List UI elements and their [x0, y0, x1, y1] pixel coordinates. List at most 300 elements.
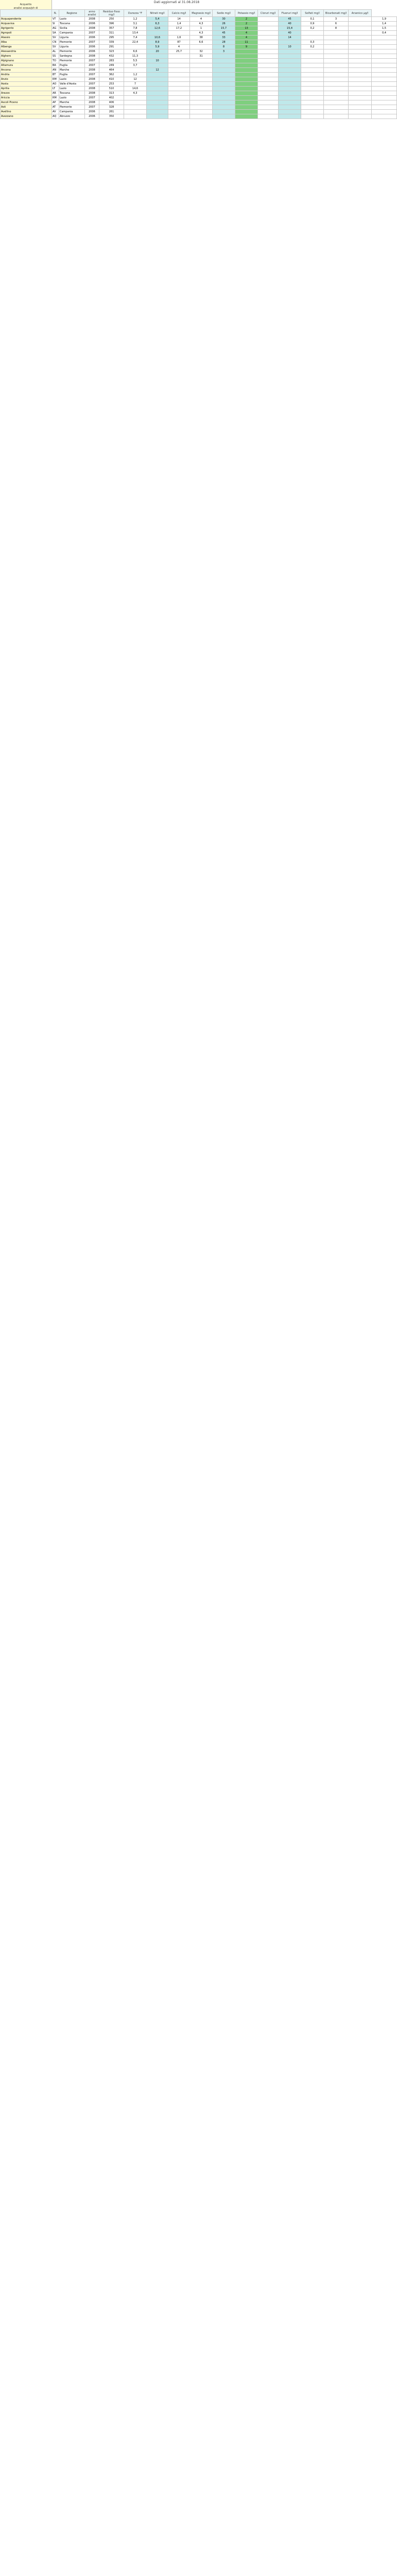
table-cell: [324, 54, 349, 59]
table-cell: [190, 45, 213, 49]
table-cell: [235, 63, 258, 68]
table-cell: [213, 68, 235, 73]
table-cell: 362: [99, 73, 124, 77]
table-cell: [349, 31, 372, 36]
table-cell: AO: [52, 82, 59, 87]
table-cell: 2006: [85, 36, 99, 40]
table-cell: 311: [99, 31, 124, 36]
table-cell: [324, 31, 349, 36]
table-cell: [301, 54, 324, 59]
table-cell: 253: [99, 82, 124, 87]
table-cell: [235, 110, 258, 114]
table-cell: 32: [190, 49, 213, 54]
table-cell: [372, 59, 397, 63]
table-cell: VT: [52, 17, 59, 22]
table-cell: [324, 40, 349, 45]
table-cell: Piemonte: [59, 105, 85, 110]
table-cell: 249: [99, 63, 124, 68]
col-header-14: Arsenico µg/l: [349, 10, 372, 17]
table-cell: CN: [52, 40, 59, 45]
table-cell: [168, 100, 190, 105]
table-cell: [301, 91, 324, 96]
cell-comune[interactable]: Acquapendente: [1, 17, 52, 22]
table-cell: 17,2: [168, 26, 190, 31]
table-row[interactable]: [1, 91, 397, 96]
cell-comune[interactable]: Aprilia: [1, 87, 52, 91]
table-cell: 2008: [85, 91, 99, 96]
table-cell: Puglia: [59, 73, 85, 77]
table-cell: 15,4: [279, 26, 301, 31]
table-cell: [349, 87, 372, 91]
table-cell: 6,3: [147, 22, 168, 26]
table-row[interactable]: [1, 45, 397, 49]
table-cell: 291: [99, 45, 124, 49]
table-cell: [279, 100, 301, 105]
table-cell: 0,3: [301, 40, 324, 45]
cell-comune[interactable]: Ascoli Piceno: [1, 100, 52, 105]
table-cell: [147, 63, 168, 68]
table-cell: [213, 100, 235, 105]
table-cell: 33: [213, 36, 235, 40]
table-cell: 402: [99, 96, 124, 100]
table-cell: 2007: [85, 40, 99, 45]
table-cell: [324, 100, 349, 105]
table-row[interactable]: [1, 36, 397, 40]
table-cell: [168, 105, 190, 110]
table-cell: AR: [52, 91, 59, 96]
table-cell: Puglia: [59, 63, 85, 68]
table-cell: 10,6: [147, 36, 168, 40]
table-row[interactable]: [1, 73, 397, 77]
table-cell: [324, 45, 349, 49]
table-cell: [258, 114, 279, 119]
cell-comune[interactable]: Andria: [1, 73, 52, 77]
table-cell: Campania: [59, 110, 85, 114]
table-cell: [349, 26, 372, 31]
table-cell: [147, 77, 168, 82]
cell-comune[interactable]: Ancona: [1, 68, 52, 73]
table-cell: Liguria: [59, 36, 85, 40]
table-cell: [168, 114, 190, 119]
cell-comune[interactable]: Albenga: [1, 45, 52, 49]
table-cell: [349, 91, 372, 96]
table-cell: 2006: [85, 49, 99, 54]
table-body: [1, 17, 397, 119]
table-cell: [190, 73, 213, 77]
table-cell: 14: [279, 36, 301, 40]
table-cell: 0,2: [301, 45, 324, 49]
table-cell: [372, 91, 397, 96]
table-cell: [372, 45, 397, 49]
table-cell: [372, 40, 397, 45]
col-header-0: N.: [52, 10, 59, 17]
table-cell: [235, 91, 258, 96]
table-cell: [349, 59, 372, 63]
table-cell: [324, 49, 349, 54]
header-line-1: Acqueitis: [20, 3, 32, 6]
table-cell: 5,5: [124, 59, 147, 63]
table-cell: [258, 110, 279, 114]
table-cell: 22,4: [124, 40, 147, 45]
table-cell: AN: [52, 68, 59, 73]
table-cell: [190, 110, 213, 114]
table-cell: 250: [99, 17, 124, 22]
table-cell: [372, 110, 397, 114]
table-cell: 2007: [85, 73, 99, 77]
table-cell: [324, 59, 349, 63]
cell-comune[interactable]: Ariccia: [1, 96, 52, 100]
table-cell: [372, 77, 397, 82]
col-header-3: Residuo fisso mg/l: [99, 10, 124, 17]
table-cell: [258, 59, 279, 63]
table-cell: [147, 31, 168, 36]
table-cell: 40: [279, 31, 301, 36]
table-row[interactable]: [1, 100, 397, 105]
table-cell: 28: [213, 40, 235, 45]
table-cell: 4,3: [124, 91, 147, 96]
table-cell: [349, 73, 372, 77]
col-header-6: Calcio mg/l: [168, 10, 190, 17]
cell-comune[interactable]: Arezzo: [1, 91, 52, 96]
table-cell: [372, 54, 397, 59]
cell-comune[interactable]: Asti: [1, 105, 52, 110]
table-cell: Lazio: [59, 17, 85, 22]
table-cell: [324, 91, 349, 96]
cell-comune[interactable]: Aosta: [1, 82, 52, 87]
cell-comune[interactable]: Agrigento: [1, 26, 52, 31]
table-cell: 9: [235, 45, 258, 49]
table-cell: [372, 63, 397, 68]
table-row[interactable]: [1, 87, 397, 91]
cell-comune[interactable]: Alassio: [1, 36, 52, 40]
table-row[interactable]: [1, 40, 397, 45]
table-row[interactable]: [1, 22, 397, 26]
table-cell: [349, 77, 372, 82]
table-cell: [349, 36, 372, 40]
table-row[interactable]: [1, 96, 397, 100]
table-cell: 13: [235, 26, 258, 31]
table-row[interactable]: [1, 26, 397, 31]
table-row[interactable]: [1, 114, 397, 119]
table-cell: [324, 82, 349, 87]
table-cell: [168, 59, 190, 63]
cell-comune[interactable]: Alpignano: [1, 59, 52, 63]
table-cell: 2: [235, 22, 258, 26]
table-cell: Liguria: [59, 45, 85, 49]
table-cell: [213, 96, 235, 100]
table-cell: [258, 45, 279, 49]
table-cell: Lazio: [59, 96, 85, 100]
table-cell: [258, 96, 279, 100]
table-cell: [213, 82, 235, 87]
table-cell: [168, 96, 190, 100]
table-cell: 10: [279, 45, 301, 49]
table-cell: 45: [279, 17, 301, 22]
table-cell: 0,1: [301, 17, 324, 22]
table-cell: [190, 96, 213, 100]
table-cell: [349, 96, 372, 100]
table-cell: 7,8: [124, 26, 147, 31]
table-cell: 87: [168, 40, 190, 45]
table-cell: [235, 77, 258, 82]
cell-comune[interactable]: Avezzano: [1, 114, 52, 119]
table-cell: [258, 36, 279, 40]
cell-comune[interactable]: Alghero: [1, 54, 52, 59]
table-cell: 5,4: [147, 17, 168, 22]
table-cell: 26: [213, 22, 235, 26]
table-cell: [349, 100, 372, 105]
table-cell: 12,6: [147, 26, 168, 31]
table-cell: [124, 110, 147, 114]
table-cell: 313: [99, 91, 124, 96]
table-cell: 3,7: [124, 63, 147, 68]
table-cell: 45: [213, 31, 235, 36]
table-cell: AG: [52, 26, 59, 31]
table-cell: 30: [213, 17, 235, 22]
table-cell: 2: [235, 17, 258, 22]
water-analysis-table: [0, 9, 397, 119]
table-cell: 8: [324, 26, 349, 31]
table-cell: 15,7: [213, 26, 235, 31]
table-cell: [213, 54, 235, 59]
cell-comune[interactable]: Acquaviva: [1, 22, 52, 26]
table-cell: [168, 31, 190, 36]
table-cell: [235, 100, 258, 105]
table-cell: [235, 49, 258, 54]
table-cell: 7,4: [124, 36, 147, 40]
cell-comune[interactable]: Agropoli: [1, 31, 52, 36]
table-cell: [301, 77, 324, 82]
table-cell: SA: [52, 31, 59, 36]
table-row[interactable]: [1, 63, 397, 68]
table-cell: [235, 54, 258, 59]
table-cell: [279, 63, 301, 68]
table-cell: LT: [52, 87, 59, 91]
table-cell: [235, 59, 258, 63]
table-cell: 0,9: [301, 22, 324, 26]
table-row[interactable]: [1, 17, 397, 22]
table-row[interactable]: [1, 82, 397, 87]
table-cell: 295: [99, 36, 124, 40]
table-row[interactable]: [1, 49, 397, 54]
table-cell: [324, 73, 349, 77]
table-cell: 2007: [85, 82, 99, 87]
table-cell: [190, 87, 213, 91]
table-cell: [372, 105, 397, 110]
col-header-comune: [1, 10, 52, 17]
table-cell: [258, 77, 279, 82]
table-cell: Abruzzo: [59, 114, 85, 119]
table-cell: [279, 91, 301, 96]
table-cell: [324, 96, 349, 100]
table-cell: AP: [52, 100, 59, 105]
table-cell: [190, 82, 213, 87]
table-cell: [301, 87, 324, 91]
cell-comune[interactable]: Anzio: [1, 77, 52, 82]
table-cell: [279, 114, 301, 119]
table-cell: BA: [52, 63, 59, 68]
table-cell: [168, 54, 190, 59]
table-cell: 4: [190, 17, 213, 22]
table-cell: [324, 110, 349, 114]
table-cell: 2008: [85, 100, 99, 105]
table-cell: [258, 26, 279, 31]
table-cell: [324, 105, 349, 110]
table-cell: 3,1: [124, 22, 147, 26]
table-cell: [213, 105, 235, 110]
table-cell: 283: [99, 59, 124, 63]
table-cell: [168, 110, 190, 114]
table-cell: 5,9: [147, 45, 168, 49]
table-cell: Lazio: [59, 77, 85, 82]
table-cell: [147, 100, 168, 105]
table-cell: AQ: [52, 114, 59, 119]
table-cell: 4: [168, 45, 190, 49]
table-row[interactable]: [1, 77, 397, 82]
table-cell: 464: [99, 68, 124, 73]
cell-comune[interactable]: Alessandria: [1, 49, 52, 54]
table-cell: [258, 54, 279, 59]
table-cell: [301, 49, 324, 54]
table-cell: [124, 100, 147, 105]
table-cell: 14,6: [124, 87, 147, 91]
table-cell: [147, 96, 168, 100]
table-cell: 1,4: [372, 22, 397, 26]
table-cell: [168, 77, 190, 82]
table-cell: [258, 63, 279, 68]
table-cell: [279, 87, 301, 91]
table-cell: [324, 87, 349, 91]
table-cell: 6: [324, 22, 349, 26]
table-row[interactable]: [1, 31, 397, 36]
table-cell: 25,7: [168, 49, 190, 54]
table-cell: AT: [52, 105, 59, 110]
table-cell: BT: [52, 73, 59, 77]
table-cell: [147, 87, 168, 91]
table-cell: 350: [99, 114, 124, 119]
table-cell: 12: [147, 68, 168, 73]
table-cell: [349, 17, 372, 22]
table-cell: [258, 82, 279, 87]
table-cell: 12: [124, 77, 147, 82]
table-cell: 432: [99, 54, 124, 59]
table-cell: [213, 59, 235, 63]
table-cell: [279, 105, 301, 110]
table-cell: [213, 77, 235, 82]
table-cell: AL: [52, 49, 59, 54]
table-cell: 11,3: [124, 54, 147, 59]
table-cell: [279, 68, 301, 73]
table-cell: [213, 110, 235, 114]
table-cell: [349, 82, 372, 87]
table-cell: [324, 63, 349, 68]
table-cell: [301, 105, 324, 110]
table-cell: [349, 105, 372, 110]
table-cell: [124, 114, 147, 119]
table-cell: Piemonte: [59, 59, 85, 63]
table-cell: [279, 49, 301, 54]
table-cell: [190, 63, 213, 68]
table-row[interactable]: [1, 105, 397, 110]
table-cell: [190, 114, 213, 119]
table-cell: 2006: [85, 110, 99, 114]
table-cell: [258, 31, 279, 36]
table-cell: Marche: [59, 100, 85, 105]
table-cell: [124, 45, 147, 49]
table-cell: 510: [99, 87, 124, 91]
table-cell: [147, 114, 168, 119]
cell-comune[interactable]: Alba: [1, 40, 52, 45]
table-cell: [301, 59, 324, 63]
table-cell: Valle d'Aosta: [59, 82, 85, 87]
table-cell: [235, 87, 258, 91]
table-cell: [147, 110, 168, 114]
table-cell: 2007: [85, 96, 99, 100]
table-cell: [258, 22, 279, 26]
col-header-8: Sodio mg/l: [213, 10, 235, 17]
table-cell: [235, 105, 258, 110]
table-cell: 6,6: [124, 49, 147, 54]
table-cell: SV: [52, 45, 59, 49]
table-cell: [258, 68, 279, 73]
table-cell: 4: [235, 31, 258, 36]
table-cell: RM: [52, 77, 59, 82]
table-cell: [168, 91, 190, 96]
table-cell: [213, 114, 235, 119]
table-cell: 1,5: [372, 26, 397, 31]
table-cell: 20: [147, 49, 168, 54]
table-cell: 2008: [85, 26, 99, 31]
col-header-9: Potassio mg/l: [235, 10, 258, 17]
table-cell: [279, 54, 301, 59]
table-cell: 40: [279, 22, 301, 26]
table-cell: 1,6: [168, 36, 190, 40]
table-cell: 406: [99, 100, 124, 105]
table-cell: [324, 77, 349, 82]
table-cell: 3: [213, 49, 235, 54]
table-cell: [301, 31, 324, 36]
table-cell: [372, 68, 397, 73]
table-cell: [279, 82, 301, 87]
table-cell: 1,9: [372, 17, 397, 22]
table-cell: [324, 68, 349, 73]
table-cell: [324, 114, 349, 119]
table-row[interactable]: [1, 68, 397, 73]
table-cell: 1,2: [124, 17, 147, 22]
table-cell: Campania: [59, 31, 85, 36]
table-row[interactable]: [1, 59, 397, 63]
col-header-12: Solfati mg/l: [301, 10, 324, 17]
table-cell: [147, 73, 168, 77]
cell-comune[interactable]: Altamura: [1, 63, 52, 68]
table-row[interactable]: [1, 110, 397, 114]
table-cell: [279, 77, 301, 82]
table-cell: [258, 105, 279, 110]
table-cell: 2006: [85, 22, 99, 26]
table-cell: [279, 110, 301, 114]
table-cell: [301, 36, 324, 40]
table-cell: Sicilia: [59, 26, 85, 31]
table-row[interactable]: [1, 54, 397, 59]
cell-comune[interactable]: Avellino: [1, 110, 52, 114]
table-cell: [168, 68, 190, 73]
table-cell: 357: [99, 26, 124, 31]
col-header-2: anno analisi: [85, 10, 99, 17]
table-cell: 4,3: [190, 31, 213, 36]
table-cell: [147, 105, 168, 110]
col-header-10: Cloruri mg/l: [258, 10, 279, 17]
table-cell: 8,9: [147, 40, 168, 45]
